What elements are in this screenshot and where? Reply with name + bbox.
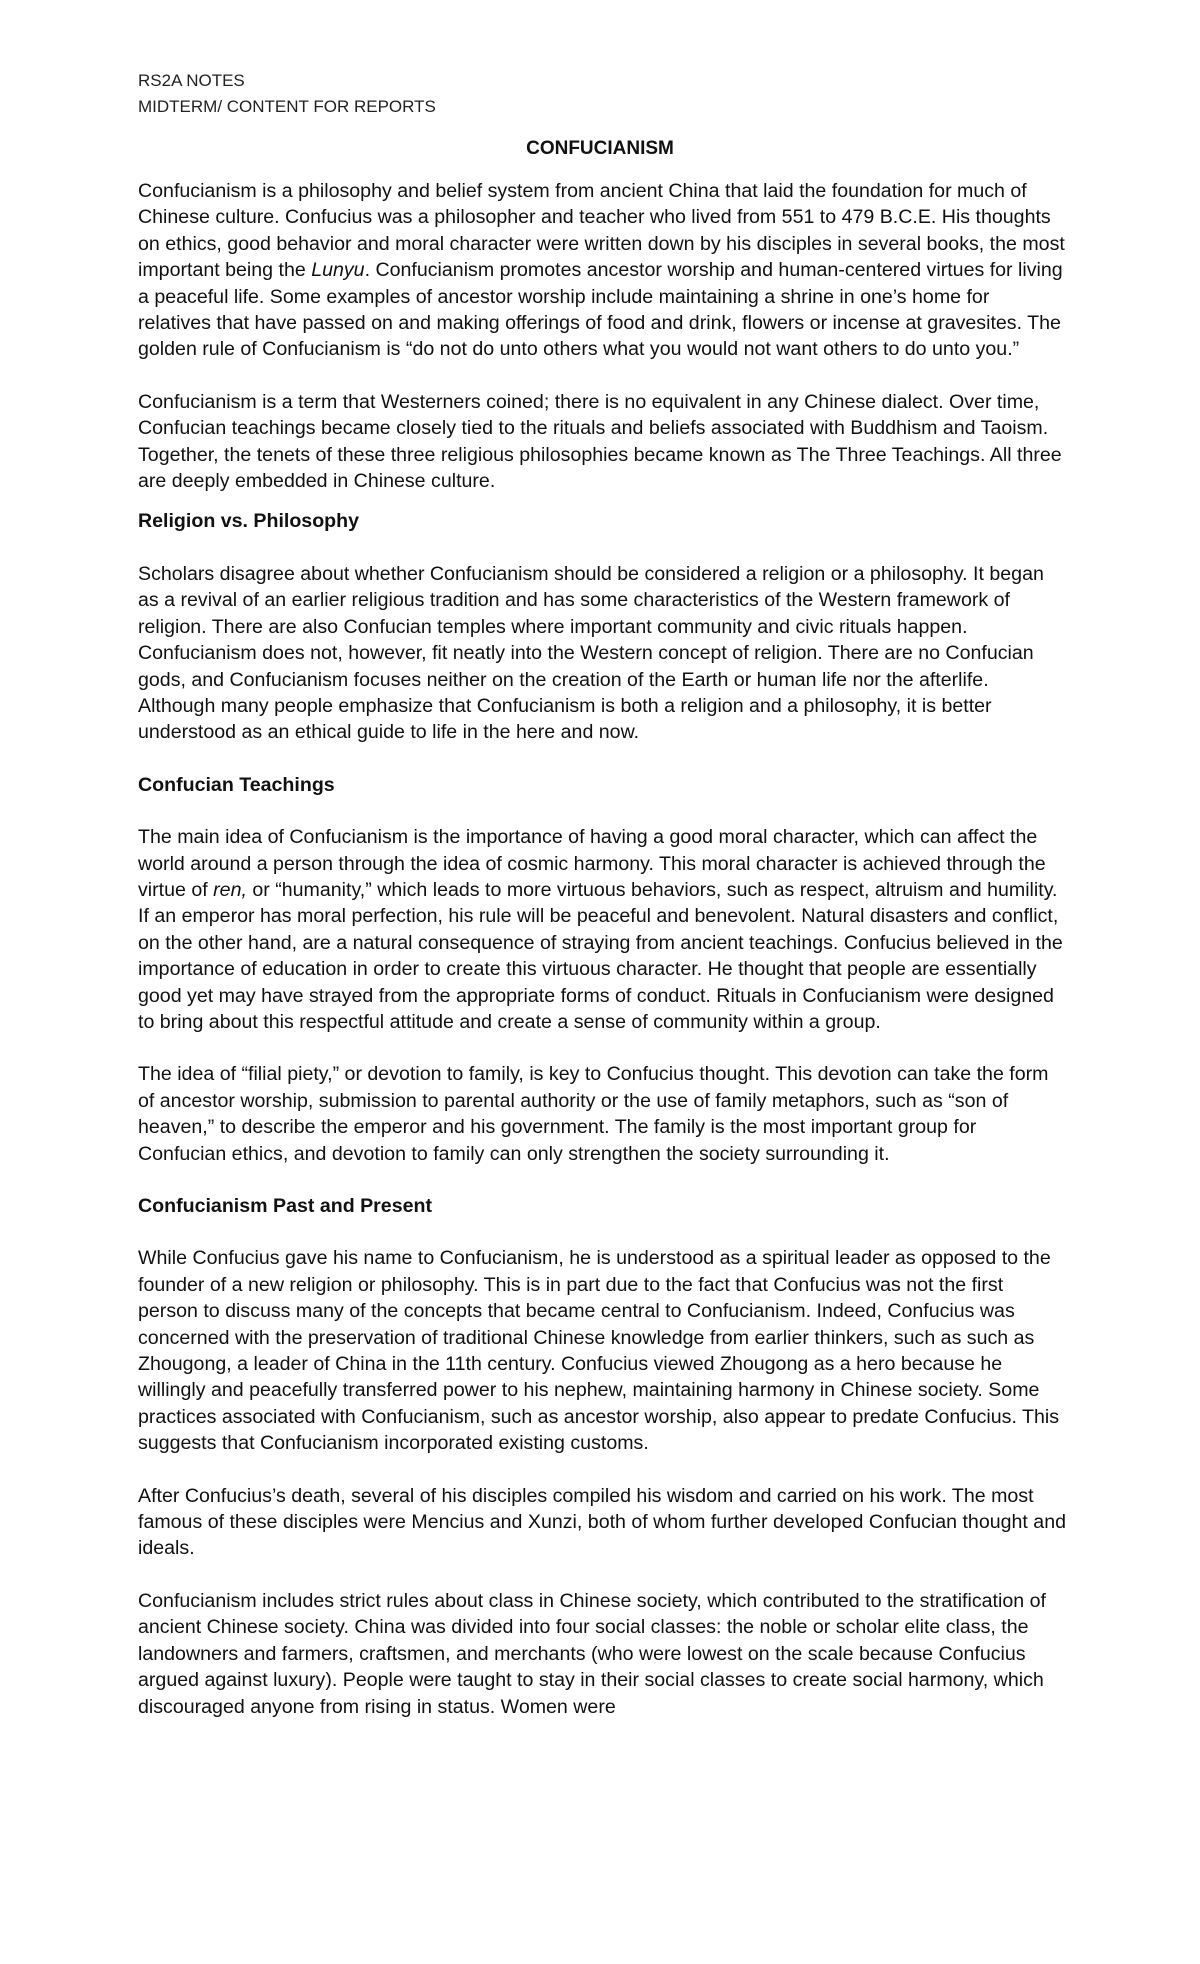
teachings-p1-text-a: The main idea of Confucianism is the importance of having a good moral character, which can affect the world around a person through the idea of cosmic harmony. This moral character is achieved through the virtue of [138,826,1046,901]
teachings-paragraph-2: The idea of “filial piety,” or devotion to family, is key to Confucius thought. This devotion can take the form of ancestor worship, submission to parental authority or the use of family metaphors, such as “son of heaven,” to describe the emperor and his government. The family is the most important group for Confucian ethics, and devotion to family can only strengthen the society surrounding it. [138,1063,1049,1165]
teachings-p1-ren: ren, [213,878,247,901]
document-title: CONFUCIANISM [526,138,674,159]
past-paragraph-3: Confucianism includes strict rules about class in Chinese society, which contributed to the stratification of ancient Chinese society. China was divided into four social classes: the noble or scholar elite class, the landowners and farmers, craftsmen, and merchants (who were lowest on the scale because Confucius argued against luxury). People were taught to stay in their social classes to create social harmony, which discouraged anyone from rising in status. Women were [138,1589,1046,1718]
past-paragraph-1: While Confucius gave his name to Confucianism, he is understood as a spiritual leader as opposed to the founder of a new religion or philosophy. This is in part due to the fact that Confucius was not the first person to discuss many of the concepts that became central to Confucianism. Indeed, Confucius was concerned with the preservation of traditional Chinese knowledge from earlier thinkers, such as such as Zhougong, a leader of China in the 11th century. Confucius viewed Zhougong as a hero because he willingly and peacefully transferred power to his nephew, maintaining harmony in Chinese society. Some practices associated with Confucianism, such as ancestor worship, also appear to predate Confucius. This suggests that Confucianism incorporated existing customs. [138,1247,1060,1455]
intro-paragraph-1 [138,178,1066,363]
document-body [138,178,1066,1746]
header-line-notes: RS2A NOTES [138,71,245,90]
section-heading-past-present: Confucianism Past and Present [138,1195,432,1217]
teachings-p1-text-b: or “humanity,” which leads to more virtuous behaviors, such as respect, altruism and humility. If an emperor has moral perfection, his rule will be peaceful and benevolent. Natural disasters and conflict, on the other hand, are a natural consequence of straying from ancient teachings. Confucius believed in the importance of education in order to create this virtuous character. He thought that people are essentially good yet may have strayed from the appropriate forms of conduct. Rituals in Confucianism were designed to bring about this respectful attitude and create a sense of community within a group. [138,878,1063,1033]
section-heading-teachings: Confucian Teachings [138,773,335,796]
intro-p1-text-a: Confucianism is a philosophy and belief system from ancient China that laid the foundation for much of Chinese culture. Confucius was a philosopher and teacher who lived from 551 to 479 B.C.E. His thoughts on ethics, good behavior and moral character were written down by his disciples in several books, the most important being the [138,180,1065,282]
header-line-midterm: MIDTERM/ CONTENT FOR REPORTS [138,97,436,116]
intro-p1-text-b: . Confucianism promotes ancestor worship and human-centered virtues for living a peaceful life. Some examples of ancestor worship include maintaining a shrine in one’s home for relatives that have passed on and making offerings of food and drink, flowers or incense at gravesites. The golden rule of Confucianism is “do not do unto others what you would not want others to do unto you.” [138,259,1063,361]
teachings-paragraph-1 [138,824,1066,1035]
religion-paragraph-1: Scholars disagree about whether Confucianism should be considered a religion or a philosophy. It began as a revival of an earlier religious tradition and has some characteristics of the Western framework of religion. There are also Confucian temples where important community and civic rituals happen. Confucianism does not, however, fit neatly into the Western concept of religion. There are no Confucian gods, and Confucianism focuses neither on the creation of the Earth or human life nor the afterlife. Although many people emphasize that Confucianism is both a religion and a philosophy, it is better understood as an ethical guide to life in the here and now. [138,562,1044,744]
intro-p1-lunyu: Lunyu [311,259,365,282]
section-heading-religion: Religion vs. Philosophy [138,510,360,533]
page-header [138,68,436,120]
intro-paragraph-2: Confucianism is a term that Westerners coined; there is no equivalent in any Chinese dialect. Over time, Confucian teachings became closely tied to the rituals and beliefs associated with Buddhism and Taoism. Together, the tenets of these three religious philosophies became known as The Three Teachings. All three are deeply embedded in Chinese culture. [138,390,1062,493]
past-paragraph-2: After Confucius’s death, several of his disciples compiled his wisdom and carried on his work. The most famous of these disciples were Mencius and Xunzi, both of whom further developed Confucian thought and ideals. [138,1484,1066,1560]
